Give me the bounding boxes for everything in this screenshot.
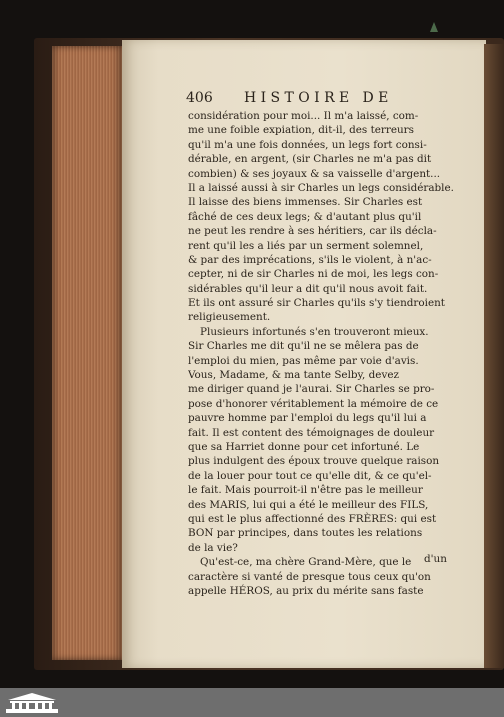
text-line: des MARIS, lui qui a été le meilleur des FILS, bbox=[188, 498, 429, 511]
text-line: qu'il m'a une fois données, un legs fort consi- bbox=[188, 138, 427, 151]
text-line: appelle HÉROS, au prix du mérite sans faste bbox=[188, 584, 424, 597]
text-line: ne peut les rendre à ses héritiers, car ils décla- bbox=[188, 225, 437, 238]
text-line: combien) & ses joyaux & sa vaisselle d'argent... bbox=[188, 167, 441, 180]
text-line: de la louer pour tout ce qu'elle dit, & ce qu'el- bbox=[188, 469, 432, 482]
page-number: 406 bbox=[186, 90, 213, 106]
text-line: & par des imprécations, s'ils le violent, à n'ac- bbox=[188, 253, 432, 266]
text-line: cepter, ni de sir Charles ni de moi, les legs con- bbox=[188, 268, 439, 281]
next-page-edge bbox=[484, 44, 504, 668]
text-line: qui est le plus affectionné des FRÈRES: qui est bbox=[188, 512, 437, 525]
page-header bbox=[186, 90, 458, 108]
library-building-icon bbox=[4, 690, 60, 715]
page-edges bbox=[52, 46, 124, 660]
bookmark-pin-icon bbox=[428, 20, 440, 34]
page-body-text bbox=[188, 109, 458, 598]
text-line: pauvre homme par l'emploi du legs qu'il lui a bbox=[188, 412, 427, 425]
text-line: me diriger quand je l'aurai. Sir Charles se pro- bbox=[188, 383, 435, 396]
text-line: me une foible expiation, dit-il, des terreurs bbox=[188, 124, 414, 137]
text-line: que sa Harriet donne pour cet infortuné. Le bbox=[188, 440, 420, 453]
text-line: Qu'est-ce, ma chère Grand-Mère, que le bbox=[200, 556, 412, 569]
text-line: plus indulgent des époux trouve quelque raison bbox=[188, 455, 440, 468]
text-line: Il a laissé aussi à sir Charles un legs considérable. bbox=[188, 181, 454, 194]
text-line: BON par principes, dans toutes les relations bbox=[188, 527, 423, 540]
text-line: l'emploi du mien, pas même par voie d'avis. bbox=[188, 354, 419, 367]
text-line: considération pour moi... Il m'a laissé, com- bbox=[188, 110, 419, 122]
text-line: de la vie? bbox=[188, 541, 238, 554]
viewer-footer-bar bbox=[0, 688, 504, 717]
text-line: religieusement. bbox=[188, 311, 271, 324]
text-line: dérable, en argent, (sir Charles ne m'a pas dit bbox=[188, 153, 432, 166]
text-line: rent qu'il les a liés par un serment solemnel, bbox=[188, 239, 424, 252]
text-line: fâché de ces deux legs; & d'autant plus qu'il bbox=[188, 210, 422, 223]
text-line: Et ils ont assuré sir Charles qu'ils s'y tiendroient bbox=[188, 297, 445, 310]
text-line: le fait. Mais pourroit-il n'être pas le meilleur bbox=[188, 484, 423, 497]
text-line: pose d'honorer véritablement la mémoire de ce bbox=[188, 397, 439, 410]
running-title: HISTOIRE DE bbox=[244, 90, 393, 106]
text-line: caractère si vanté de presque tous ceux qu'on bbox=[188, 570, 431, 583]
text-line: Vous, Madame, & ma tante Selby, devez bbox=[188, 369, 399, 382]
text-line: Plusieurs infortunés s'en trouveront mieux. bbox=[200, 325, 429, 338]
text-line: Il laisse des biens immenses. Sir Charles est bbox=[188, 196, 423, 209]
text-line: Sir Charles me dit qu'il ne se mêlera pas de bbox=[188, 340, 419, 353]
text-line: sidérables qu'il leur a dit qu'il nous avoit fait. bbox=[188, 282, 428, 295]
catchword: d'un bbox=[424, 553, 447, 565]
text-line: fait. Il est content des témoignages de douleur bbox=[188, 426, 435, 439]
